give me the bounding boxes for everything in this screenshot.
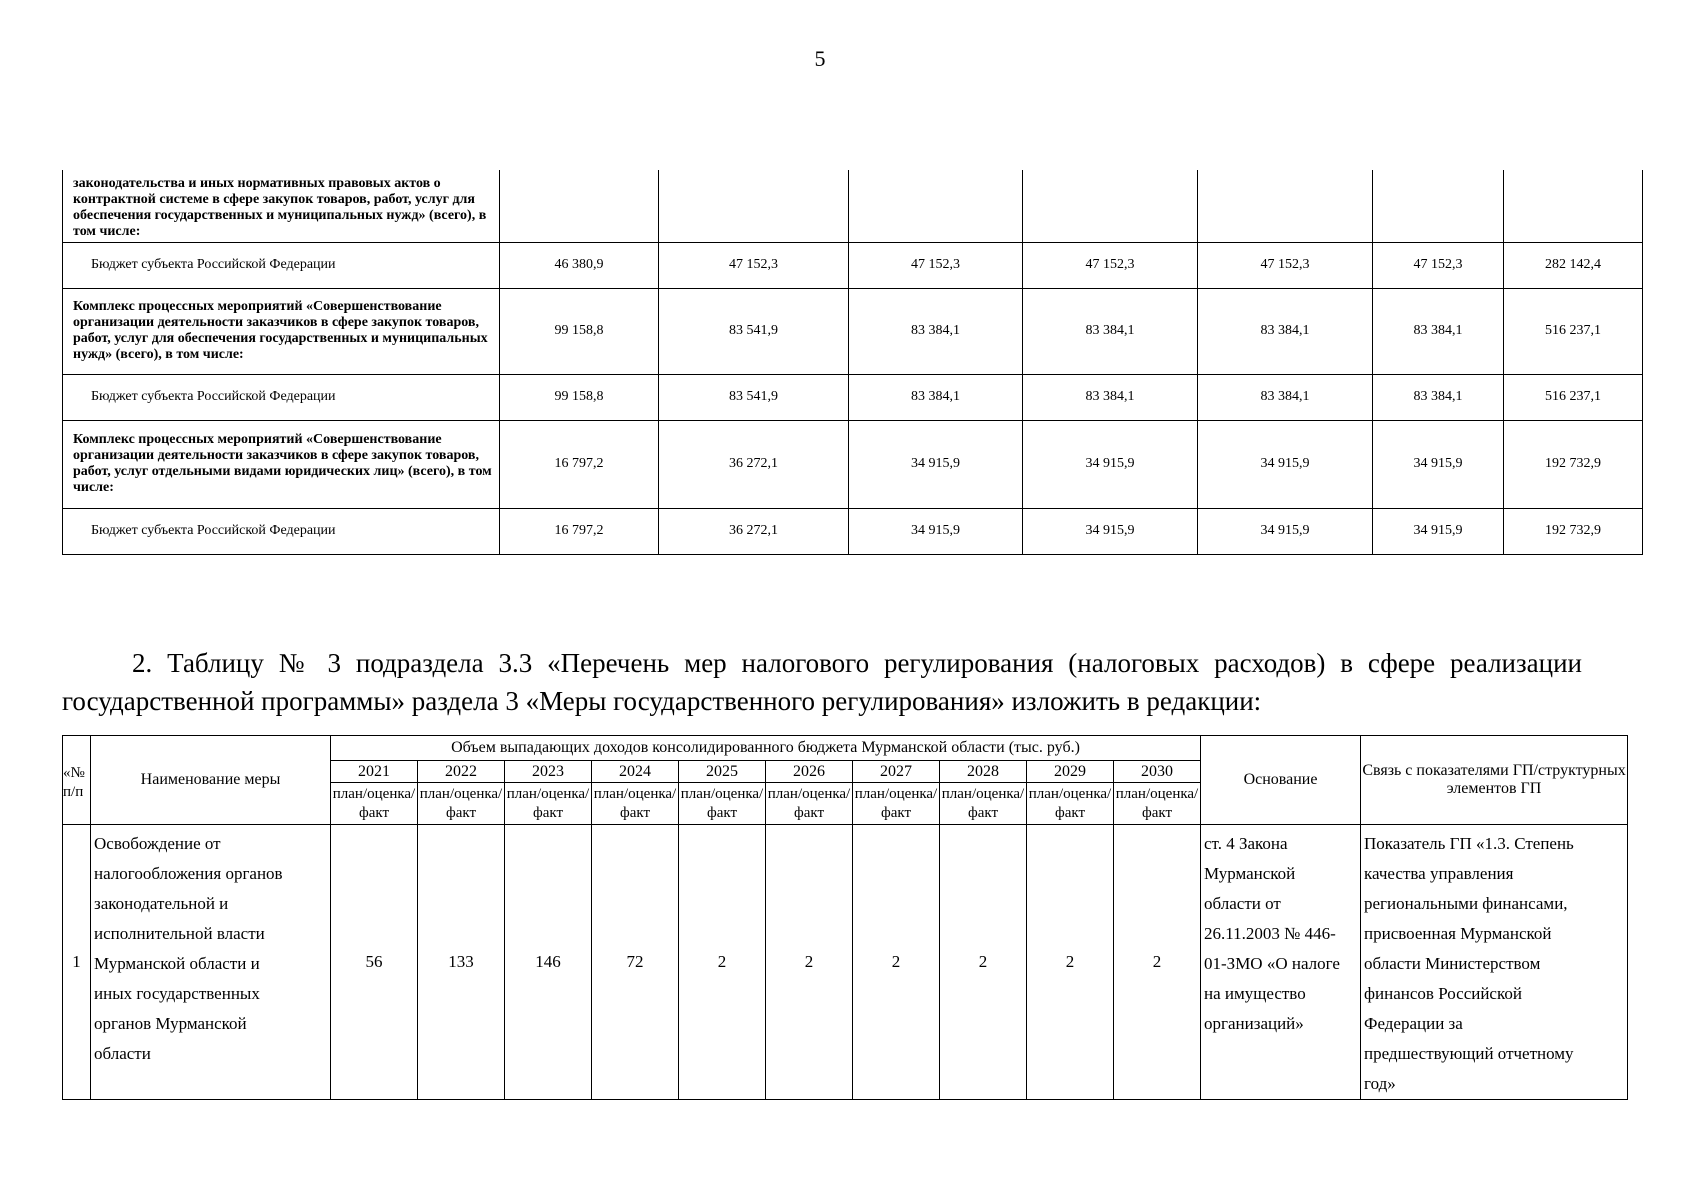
- measure-name-line: иных государственных: [94, 984, 260, 1003]
- table-row: [63, 420, 1643, 508]
- row-value: 99 158,8: [500, 288, 659, 374]
- row-indicator-link-line: финансов Российской: [1364, 984, 1522, 1003]
- row-value: 34 915,9: [1023, 508, 1198, 554]
- year-subheader: план/оценка/факт: [766, 783, 853, 825]
- year-subheader: план/оценка/факт: [418, 783, 505, 825]
- measure-name-line: законодательной и: [94, 894, 229, 913]
- year-subheader: план/оценка/факт: [331, 783, 418, 825]
- table-row: [63, 288, 1643, 374]
- tax-measures-table: [62, 735, 1628, 1100]
- col-link-header: Связь с показателями ГП/структурных элементов ГП: [1361, 736, 1628, 825]
- row-value: 83 384,1: [1023, 288, 1198, 374]
- year-value: 2: [1027, 825, 1114, 1100]
- row-value: 36 272,1: [659, 508, 849, 554]
- year-header: 2024: [592, 761, 679, 783]
- row-num: 1: [63, 825, 91, 1100]
- row-indicator-link-line: качества управления: [1364, 864, 1514, 883]
- year-value: 2: [766, 825, 853, 1100]
- row-value: 47 152,3: [1198, 242, 1373, 288]
- row-value: 83 541,9: [659, 374, 849, 420]
- year-header: 2028: [940, 761, 1027, 783]
- year-header: 2023: [505, 761, 592, 783]
- row-value: 46 380,9: [500, 242, 659, 288]
- row-value: 36 272,1: [659, 420, 849, 508]
- row-value: 83 384,1: [849, 288, 1023, 374]
- row-basis-line: ст. 4 Закона: [1204, 834, 1288, 853]
- year-value: 146: [505, 825, 592, 1100]
- row-value: 34 915,9: [1373, 508, 1504, 554]
- row-basis-line: 01-ЗМО «О налоге: [1204, 954, 1340, 973]
- row-value: 516 237,1: [1504, 288, 1643, 374]
- year-header: 2029: [1027, 761, 1114, 783]
- row-value: 47 152,3: [849, 242, 1023, 288]
- row-value: 34 915,9: [1373, 420, 1504, 508]
- row-value: [849, 170, 1023, 242]
- row-value: 34 915,9: [1198, 420, 1373, 508]
- row-value: [1023, 170, 1198, 242]
- year-header: 2021: [331, 761, 418, 783]
- row-value: 83 541,9: [659, 288, 849, 374]
- row-value: [659, 170, 849, 242]
- year-subheader: план/оценка/факт: [1027, 783, 1114, 825]
- row-basis-line: 26.11.2003 № 446-: [1204, 924, 1336, 943]
- table-row: [63, 170, 1643, 242]
- table-row: [63, 508, 1643, 554]
- row-value: 34 915,9: [1198, 508, 1373, 554]
- row-basis: [1201, 825, 1361, 1100]
- row-basis-line: Мурманской: [1204, 864, 1296, 883]
- row-value: [1198, 170, 1373, 242]
- measure-name-line: налогообложения органов: [94, 864, 283, 883]
- year-value: 133: [418, 825, 505, 1100]
- year-header: 2026: [766, 761, 853, 783]
- row-value: [1504, 170, 1643, 242]
- row-value: 16 797,2: [500, 420, 659, 508]
- row-value: 34 915,9: [849, 508, 1023, 554]
- row-value: 34 915,9: [849, 420, 1023, 508]
- measure-name-line: Мурманской области и: [94, 954, 260, 973]
- row-value: 47 152,3: [659, 242, 849, 288]
- row-value: [500, 170, 659, 242]
- year-value: 2: [679, 825, 766, 1100]
- row-value: 47 152,3: [1373, 242, 1504, 288]
- col-volume-header: Объем выпадающих доходов консолидированного бюджета Мурманской области (тыс. руб.): [331, 736, 1201, 761]
- row-value: [1373, 170, 1504, 242]
- year-subheader: план/оценка/факт: [592, 783, 679, 825]
- row-value: 99 158,8: [500, 374, 659, 420]
- year-subheader: план/оценка/факт: [940, 783, 1027, 825]
- row-label: Комплекс процессных мероприятий «Совершенствование организации деятельности заказчиков в сфере закупок товаров, работ, услуг для обеспечения государственных и муниципальных нужд» (всего), в том числе:: [63, 288, 500, 374]
- row-value: 83 384,1: [1373, 288, 1504, 374]
- year-header: 2025: [679, 761, 766, 783]
- row-value: 192 732,9: [1504, 508, 1643, 554]
- year-header: 2022: [418, 761, 505, 783]
- row-basis-line: на имущество: [1204, 984, 1306, 1003]
- row-basis-line: организаций»: [1204, 1014, 1304, 1033]
- financing-table: [62, 170, 1643, 555]
- row-value: 192 732,9: [1504, 420, 1643, 508]
- row-indicator-link: [1361, 825, 1628, 1100]
- year-header: 2030: [1114, 761, 1201, 783]
- row-value: 282 142,4: [1504, 242, 1643, 288]
- row-label: Бюджет субъекта Российской Федерации: [63, 508, 500, 554]
- measure-name-line: исполнительной власти: [94, 924, 265, 943]
- row-label: Комплекс процессных мероприятий «Совершенствование организации деятельности заказчиков в сфере закупок товаров, работ, услуг отдельными видами юридических лиц» (всего), в том числе:: [63, 420, 500, 508]
- row-indicator-link-line: предшествующий отчетному: [1364, 1044, 1574, 1063]
- row-value: 83 384,1: [1023, 374, 1198, 420]
- row-value: 83 384,1: [1198, 288, 1373, 374]
- table-row: [63, 242, 1643, 288]
- col-basis-header: Основание: [1201, 736, 1361, 825]
- year-value: 2: [853, 825, 940, 1100]
- row-indicator-link-line: Федерации за: [1364, 1014, 1463, 1033]
- year-subheader: план/оценка/факт: [505, 783, 592, 825]
- row-value: 516 237,1: [1504, 374, 1643, 420]
- col-name-header: Наименование меры: [91, 736, 331, 825]
- table-row: [63, 374, 1643, 420]
- paragraph-text: Таблицу № 3 подраздела 3.3 «Перечень мер налогового регулирования (налоговых расходов) в сфере реализации государственной программы» раздела 3 «Меры государственного регулирования» изложить в редакции:: [62, 648, 1582, 716]
- row-basis-line: области от: [1204, 894, 1281, 913]
- paragraph-2: [62, 644, 1582, 720]
- row-measure-name: [91, 825, 331, 1100]
- year-value: 56: [331, 825, 418, 1100]
- measure-name-line: органов Мурманской: [94, 1014, 247, 1033]
- row-indicator-link-line: Показатель ГП «1.3. Степень: [1364, 834, 1574, 853]
- year-subheader: план/оценка/факт: [679, 783, 766, 825]
- year-value: 2: [1114, 825, 1201, 1100]
- table-row: [63, 825, 1628, 1100]
- page-number: 5: [814, 46, 826, 71]
- col-num-header: «№ п/п: [63, 736, 91, 825]
- paragraph-number: 2.: [132, 648, 153, 678]
- measure-name-line: Освобождение от: [94, 834, 221, 853]
- row-value: 83 384,1: [1198, 374, 1373, 420]
- row-value: 83 384,1: [1373, 374, 1504, 420]
- year-value: 2: [940, 825, 1027, 1100]
- row-label: законодательства и иных нормативных правовых актов о контрактной системе в сфере закупок товаров, работ, услуг для обеспечения государственных и муниципальных нужд» (всего), в том числе:: [63, 170, 500, 242]
- row-indicator-link-line: присвоенная Мурманской: [1364, 924, 1552, 943]
- row-value: 34 915,9: [1023, 420, 1198, 508]
- measure-name-line: области: [94, 1044, 151, 1063]
- row-value: 83 384,1: [849, 374, 1023, 420]
- year-value: 72: [592, 825, 679, 1100]
- row-label: Бюджет субъекта Российской Федерации: [63, 242, 500, 288]
- row-indicator-link-line: региональными финансами,: [1364, 894, 1568, 913]
- year-subheader: план/оценка/факт: [1114, 783, 1201, 825]
- row-indicator-link-line: год»: [1364, 1074, 1396, 1093]
- row-value: 16 797,2: [500, 508, 659, 554]
- row-indicator-link-line: области Министерством: [1364, 954, 1541, 973]
- year-subheader: план/оценка/факт: [853, 783, 940, 825]
- year-header: 2027: [853, 761, 940, 783]
- row-label: Бюджет субъекта Российской Федерации: [63, 374, 500, 420]
- row-value: 47 152,3: [1023, 242, 1198, 288]
